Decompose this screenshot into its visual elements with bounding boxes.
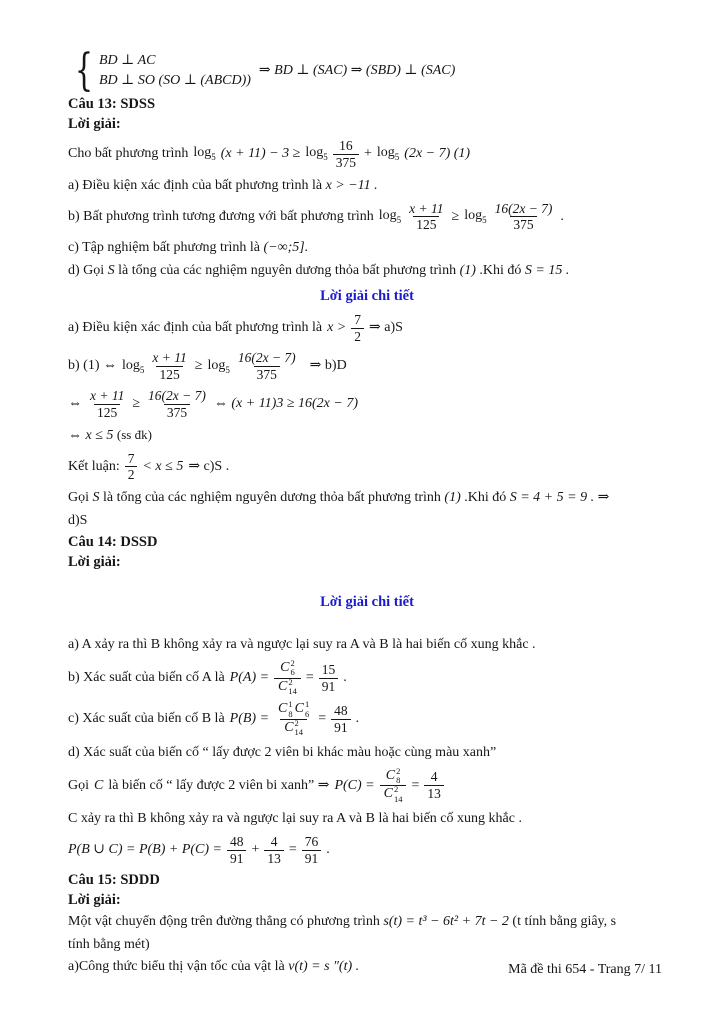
fraction — [333, 138, 359, 171]
math-segment: P(B) = — [229, 711, 270, 727]
plus-sign: + — [363, 146, 372, 162]
denominator: 91 — [331, 719, 351, 736]
combination-symbol — [295, 701, 310, 719]
spacer — [68, 618, 666, 632]
subscript: 8 — [396, 774, 401, 785]
combination-base: C — [385, 767, 396, 783]
fraction — [406, 201, 446, 234]
text-segment: là biến cố “ lấy được 2 viên bi xanh” ⇒ — [108, 777, 330, 793]
fraction — [87, 388, 127, 421]
cau13-answer-d: d)S — [68, 513, 88, 529]
cau13-heading: Câu 13: SDSS — [68, 95, 156, 112]
cau14-solution-label: Lời giải: — [68, 554, 121, 571]
combination-base: C — [383, 786, 393, 802]
subscript: 14 — [294, 727, 304, 738]
denominator: 91 — [302, 850, 322, 867]
equals-sign: = — [288, 842, 297, 858]
numerator: 76 — [304, 833, 319, 849]
page-content — [68, 45, 666, 980]
combination-base: C — [284, 720, 294, 736]
numerator: 4 — [270, 833, 278, 849]
condition-note: (ss đk) — [116, 426, 152, 442]
combination-symbol — [384, 786, 403, 804]
log-base: 5 — [482, 214, 487, 225]
log-word: log — [464, 208, 483, 224]
numerator: x + 11 — [152, 349, 187, 365]
denominator: 375 — [164, 404, 190, 421]
cau13-option-a — [68, 176, 666, 196]
denominator: 91 — [227, 850, 247, 867]
numerator: 16(2x − 7) — [237, 349, 296, 365]
cau14-exclusion-line: C xảy ra thì B không xảy ra và ngược lại suy ra A và B là hai biến cố xung khắc . — [68, 810, 522, 826]
text-segment: .Khi đó — [464, 490, 507, 506]
fraction — [319, 662, 339, 695]
log-base: 5 — [211, 152, 216, 163]
text-segment: Kết luận: — [68, 458, 120, 474]
denominator: 2 — [125, 466, 138, 483]
fraction — [424, 769, 444, 802]
superscript: 2 — [396, 765, 401, 776]
geq-sign: ≥ — [194, 358, 203, 374]
log-operator — [379, 207, 401, 226]
numerator — [276, 657, 299, 678]
math-segment: s(t) = t³ − 6t² + 7t − 2 — [383, 913, 509, 929]
cau13-sum-line — [68, 488, 666, 508]
text-segment: b) Bất phương trình tương đương với bất phương trình — [68, 208, 374, 224]
fraction — [380, 765, 407, 804]
combination-symbol — [278, 701, 293, 719]
fraction — [227, 834, 247, 867]
equals-sign: = — [411, 777, 420, 793]
period: . — [326, 842, 330, 858]
numerator: 16 — [339, 137, 353, 153]
log-operator — [464, 207, 486, 226]
cau13-option-d — [68, 261, 666, 281]
text-segment: Một vật chuyển động trên đường thẳng có phương trình — [68, 913, 380, 929]
sup-sub-stack — [295, 719, 304, 738]
system-row-2: BD ⊥ SO (SO ⊥ (ABCD)) — [99, 73, 251, 89]
math-segment: (−∞;5]. — [263, 240, 309, 256]
numerator: 4 — [430, 769, 438, 785]
math-segment: (2x − 7) (1) — [404, 146, 471, 162]
arrow-tail: ⇒ b)D — [309, 358, 347, 374]
arrow-tail: ⇒ a)S — [369, 320, 403, 336]
log-operator — [305, 144, 327, 163]
fraction — [274, 657, 301, 697]
sup-sub-stack — [396, 767, 400, 786]
log-word: log — [122, 357, 140, 373]
period: . — [355, 711, 360, 727]
subscript: 6 — [304, 708, 310, 719]
fraction — [492, 201, 556, 234]
cau13-option-c — [68, 238, 666, 258]
text-segment: a)Công thức biểu thị vận tốc của vật là — [68, 959, 285, 975]
denominator: 2 — [351, 328, 364, 345]
system-rows — [99, 52, 251, 89]
numerator — [274, 701, 313, 719]
log-operator — [207, 357, 229, 376]
cau13-detail-a — [68, 312, 666, 345]
denominator: 375 — [254, 366, 280, 383]
combination-symbol — [385, 765, 401, 786]
subscript: 14 — [393, 793, 403, 804]
math-segment: P(B ∪ C) = P(B) + P(C) = — [68, 842, 222, 858]
fraction — [302, 834, 322, 867]
text-segment: là tổng của các nghiệm nguyên dương thỏa bất phương trình — [103, 490, 441, 506]
cau13-option-b — [68, 201, 666, 234]
cau14-heading: Câu 14: DSSD — [68, 534, 158, 551]
log-base: 5 — [139, 364, 145, 375]
system-conclusion: ⇒ BD ⊥ (SAC) ⇒ (SBD) ⊥ (SAC) — [258, 63, 456, 79]
denominator: 91 — [319, 678, 339, 695]
page-footer: Mã đề thi 654 - Trang 7/ 11 — [508, 962, 662, 977]
math-segment: S = 4 + 5 = 9 . — [509, 490, 595, 506]
log-base: 5 — [394, 152, 400, 163]
log-operator — [377, 144, 399, 163]
combination-symbol — [278, 676, 297, 697]
superscript: 1 — [304, 699, 310, 710]
math-segment: ⇔ x ≤ 5 — [68, 427, 114, 443]
numerator: 48 — [229, 833, 244, 849]
cau13-detail-b2 — [68, 388, 666, 421]
log-base: 5 — [323, 152, 328, 163]
numerator: 7 — [354, 312, 361, 328]
superscript: 2 — [288, 676, 293, 687]
iff-sign: ⇔ — [68, 396, 82, 412]
text-segment: Cho bất phương trình — [68, 146, 189, 162]
cau13-conclusion-line — [68, 451, 666, 484]
subscript: 14 — [288, 686, 297, 697]
fraction — [264, 834, 284, 867]
numerator: 7 — [127, 450, 135, 466]
cau14-option-d: d) Xác suất của biến cố “ lấy được 2 viên bi khác màu hoặc cùng màu xanh” — [68, 744, 497, 760]
equals-sign: = — [305, 670, 314, 686]
cau15-statement-line2: tính bằng mét) — [68, 936, 150, 952]
text-segment: Gọi — [68, 777, 89, 793]
text-segment: d) Gọi — [68, 263, 105, 279]
text-segment: (t tính bằng giây, s — [512, 913, 617, 929]
combination-base: C — [278, 701, 288, 717]
log-word: log — [376, 145, 395, 161]
combination-symbol — [280, 657, 295, 678]
numerator: 16(2x − 7) — [148, 387, 206, 403]
math-segment: x > — [327, 320, 347, 336]
math-segment: P(A) = — [229, 670, 270, 686]
cau15-statement-line1 — [68, 912, 666, 932]
text-segment: là tổng của các nghiệm nguyên dương thỏa bất phương trình — [118, 263, 457, 279]
cau14-option-a: a) A xảy ra thì B không xảy ra và ngược lại suy ra A và B là hai biến cố xung khắc . — [68, 637, 536, 653]
denominator: 13 — [424, 785, 444, 802]
superscript: 2 — [393, 784, 399, 795]
sup-sub-stack — [288, 678, 297, 697]
combination-base: C — [278, 678, 288, 694]
denominator — [380, 785, 407, 804]
log-operator — [193, 144, 215, 163]
geq-sign: ≥ — [132, 396, 141, 412]
denominator: 125 — [413, 216, 439, 233]
combination-base: C — [280, 659, 290, 675]
text-segment: a) Điều kiện xác định của bất phương trình là — [68, 320, 323, 336]
denominator: 375 — [510, 216, 536, 233]
text-segment: Gọi — [68, 490, 89, 506]
cau14-detail-heading: Lời giải chi tiết — [320, 594, 414, 611]
math-segment: (1) — [444, 490, 461, 506]
period: . — [560, 208, 564, 224]
fraction — [125, 451, 138, 484]
period: . — [343, 670, 347, 686]
math-segment: P(C) = — [334, 777, 375, 793]
fraction — [351, 312, 364, 345]
cau14-option-c — [68, 701, 666, 737]
math-segment: S = 15 . — [524, 263, 570, 279]
combination-base: C — [294, 701, 304, 717]
numerator: x + 11 — [90, 387, 125, 403]
cau12-system-line — [70, 45, 666, 96]
denominator: 125 — [156, 366, 182, 383]
fraction — [235, 350, 299, 383]
denominator: 375 — [333, 154, 359, 171]
spacer — [68, 573, 666, 587]
math-segment: < x ≤ 5 — [142, 458, 184, 474]
math-segment: v(t) = s ″(t) . — [288, 959, 360, 975]
text-segment: c) Xác suất của biến cố B là — [68, 711, 225, 727]
log-base: 5 — [396, 214, 402, 225]
math-segment: (x + 11) − 3 ≥ — [220, 146, 301, 162]
text-segment: b) Xác suất của biến cố A là — [68, 670, 225, 686]
fraction — [274, 701, 313, 737]
fraction — [149, 350, 189, 383]
text-segment: a) Điều kiện xác định của bất phương trình là — [68, 177, 323, 193]
cau15-heading: Câu 15: SDDD — [68, 871, 160, 888]
log-word: log — [193, 145, 212, 161]
geq-sign: ≥ — [451, 208, 460, 224]
cau13-statement-line — [68, 138, 666, 171]
log-word: log — [305, 145, 324, 161]
sup-sub-stack — [288, 700, 292, 719]
denominator: 125 — [94, 404, 120, 421]
plus-sign: + — [251, 842, 260, 858]
denominator — [274, 678, 301, 697]
numerator — [382, 765, 405, 786]
math-segment: (1) — [459, 263, 476, 279]
log-operator — [122, 357, 144, 376]
log-base: 5 — [225, 364, 230, 375]
sup-sub-stack — [291, 659, 295, 678]
numerator: 16(2x − 7) — [494, 200, 553, 216]
equals-sign: = — [318, 711, 327, 727]
superscript: 2 — [294, 718, 299, 729]
text-segment: b) (1) ⇔ — [68, 358, 117, 374]
log-word: log — [378, 208, 397, 224]
denominator: 13 — [264, 850, 284, 867]
fraction — [331, 703, 351, 736]
denominator — [280, 719, 307, 738]
cau13-detail-b1 — [68, 350, 666, 383]
superscript: 2 — [290, 657, 295, 668]
left-brace: { — [74, 45, 94, 96]
numerator: 15 — [321, 661, 336, 677]
math-segment: S — [107, 263, 115, 279]
text-segment: .Khi đó — [479, 263, 522, 279]
sup-sub-stack — [394, 785, 403, 804]
math-segment: C — [94, 777, 104, 793]
math-segment: S — [92, 490, 100, 506]
cau14-option-b — [68, 657, 666, 697]
cau13-detail-b3 — [68, 426, 666, 446]
superscript: 1 — [288, 699, 293, 710]
numerator: 48 — [334, 703, 348, 719]
cau13-detail-heading: Lời giải chi tiết — [320, 288, 414, 305]
math-segment: ⇔ (x + 11)3 ≥ 16(2x − 7) — [213, 396, 359, 412]
math-segment: x > −11 . — [325, 177, 378, 193]
cau15-solution-label: Lời giải: — [68, 891, 121, 908]
subscript: 8 — [288, 708, 293, 719]
log-word: log — [207, 357, 226, 373]
cau13-solution-label: Lời giải: — [68, 115, 121, 132]
sup-sub-stack — [305, 700, 309, 719]
subscript: 6 — [290, 667, 295, 678]
system-row-1: BD ⊥ AC — [99, 53, 156, 69]
cau14-event-c-line — [68, 765, 666, 804]
fraction — [145, 388, 209, 421]
numerator: x + 11 — [409, 200, 444, 216]
cau14-union-line — [68, 834, 666, 867]
arrow-tail: ⇒ c)S . — [188, 458, 230, 474]
arrow-sign: ⇒ — [597, 490, 610, 506]
text-segment: c) Tập nghiệm bất phương trình là — [68, 240, 261, 256]
combination-symbol — [284, 720, 303, 738]
